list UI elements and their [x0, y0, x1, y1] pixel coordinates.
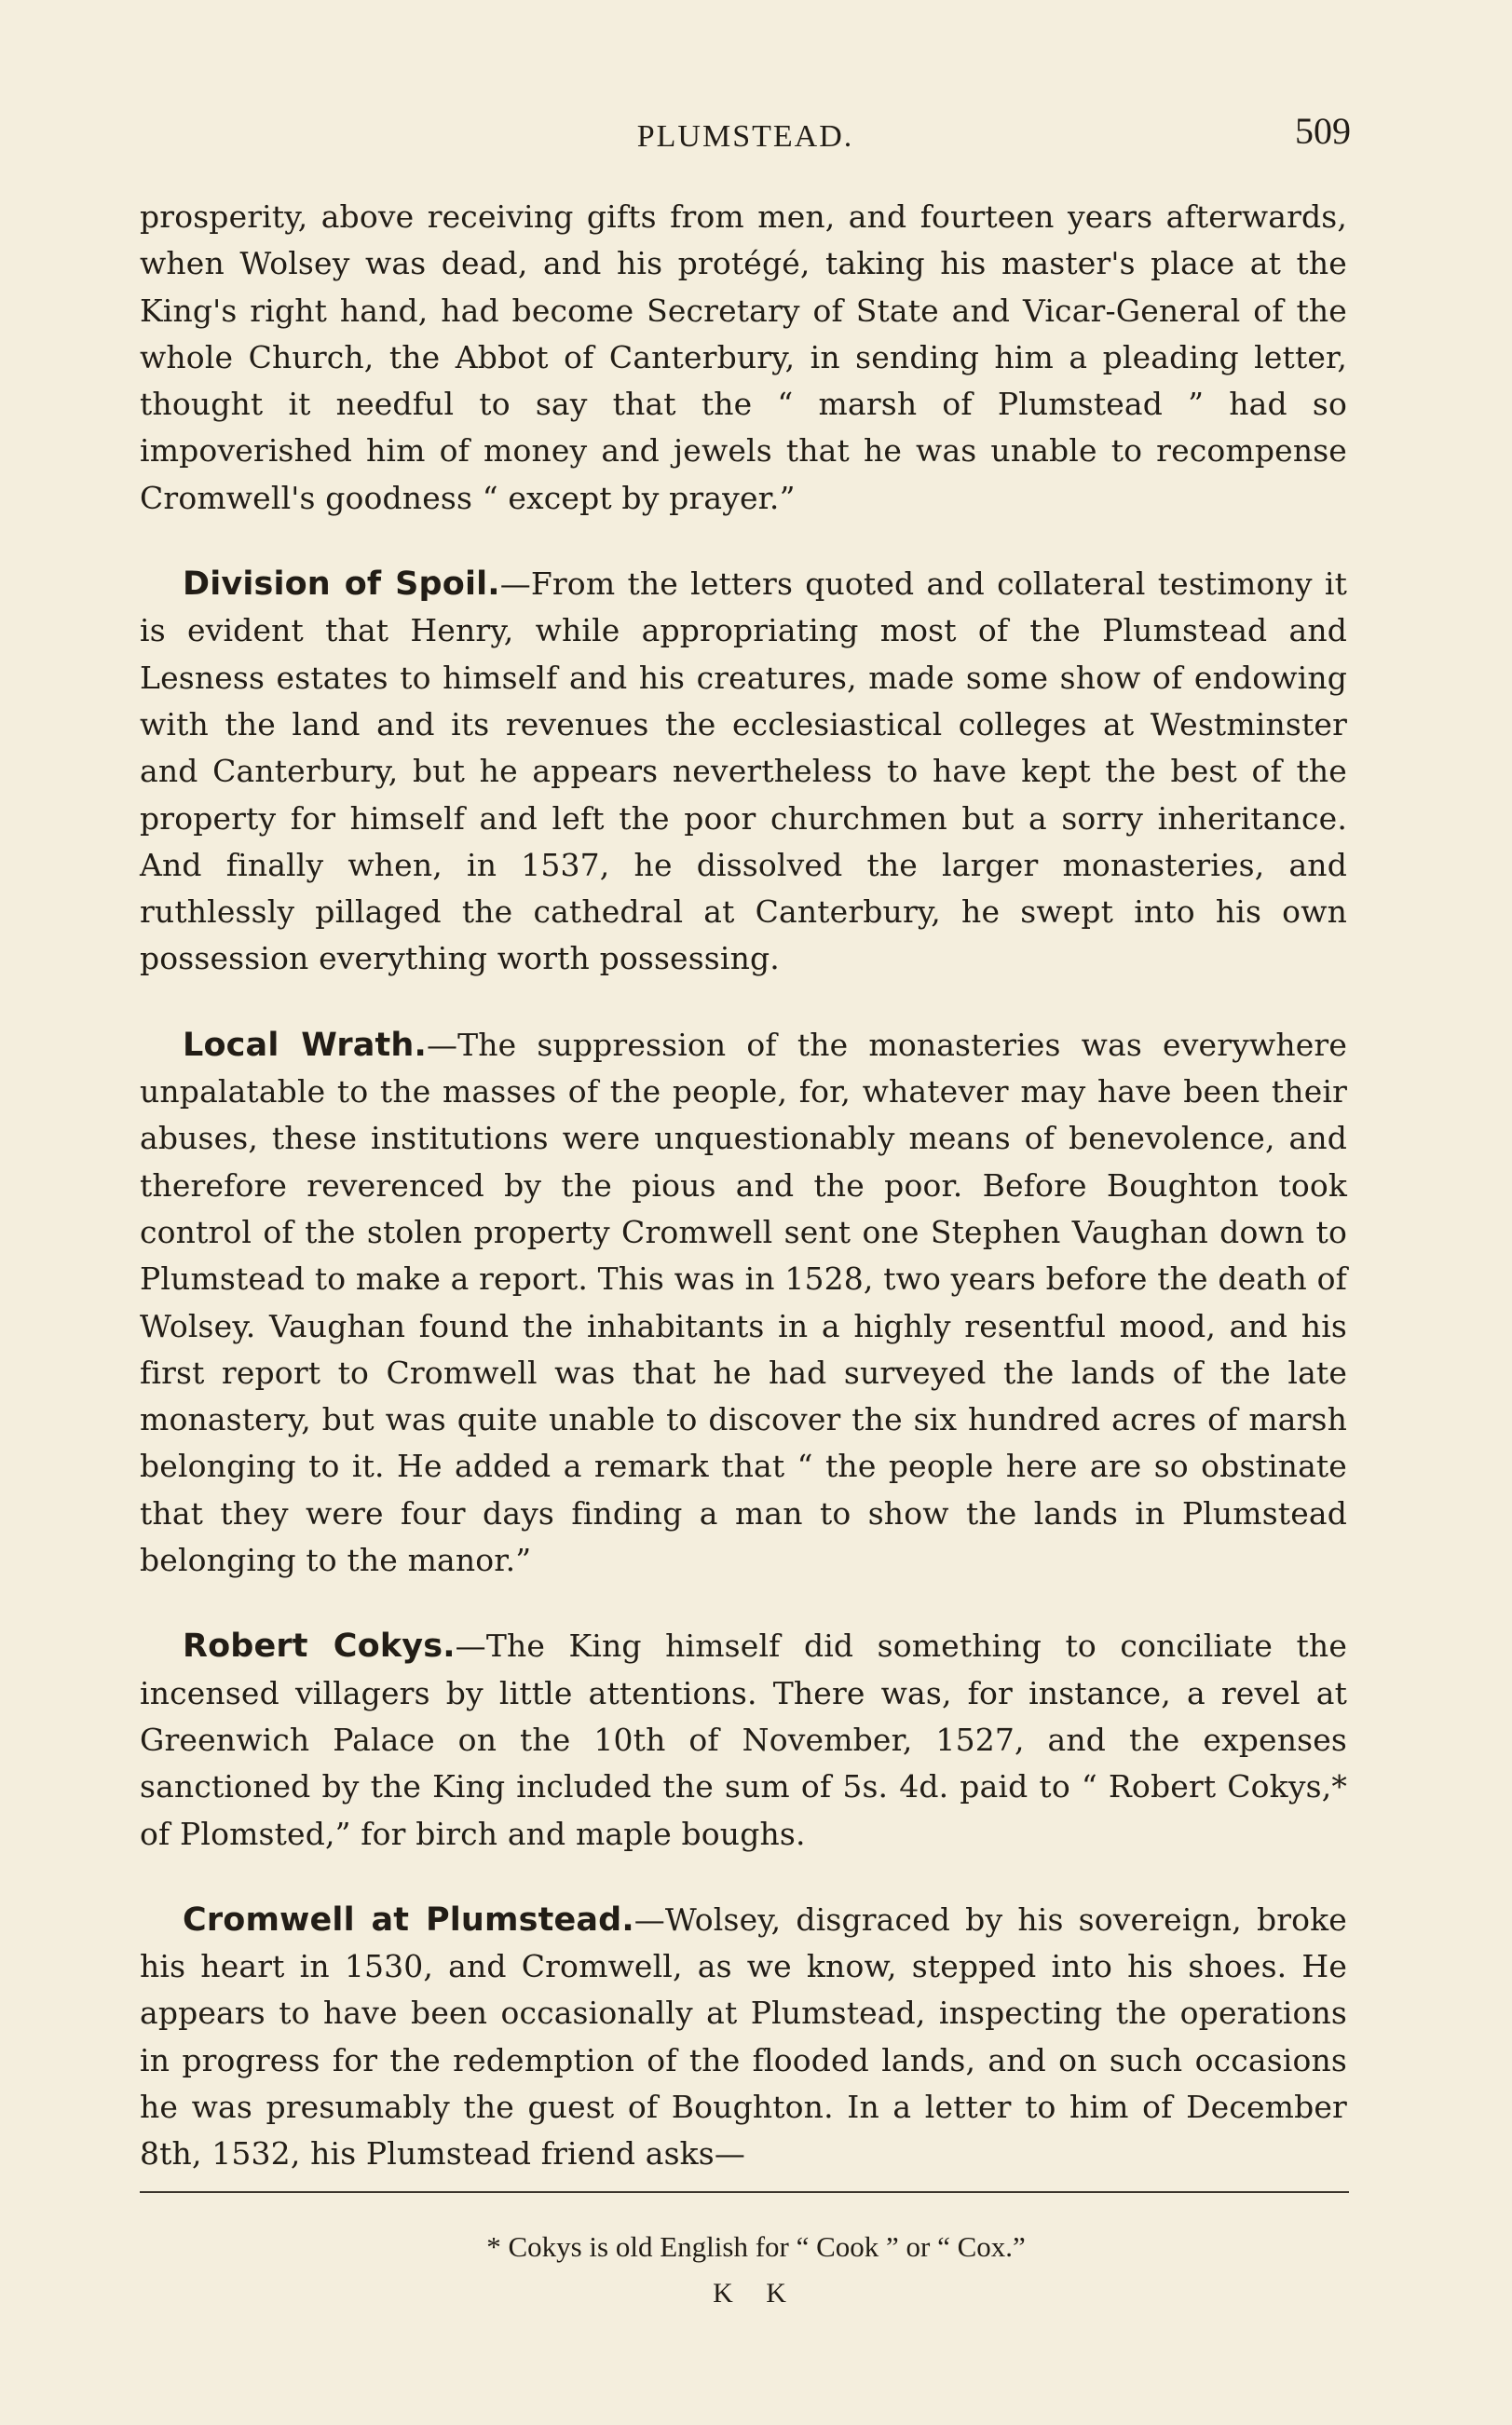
section-heading: Division of Spoil.	[183, 565, 500, 604]
section-heading: Local Wrath.	[183, 1026, 427, 1064]
paragraph-text: —Wolsey, disgraced by his sovereign, broke his heart in 1530, and Cromwell, as we know, stepped into his shoes. He appears to have been occasionally at Plumstead, inspecting the operations in progress for the redemption of the flooded lands, and on such occasions he was presumably the guest of Boughton. In a letter to him of December 8th, 1532, his Plumstead friend asks—	[140, 1900, 1347, 2173]
printer-signature-mark: K K	[713, 2278, 799, 2309]
paragraph-robert-cokys	[140, 1623, 1347, 1857]
paragraph-continuation	[140, 194, 1347, 522]
paragraph-division-of-spoil	[140, 561, 1347, 983]
paragraph-text: —The suppression of the monasteries was everywhere unpalatable to the masses of the people, for, whatever may have been their abuses, these institutions were unquestionably means of benevolence, and therefore reverenced by the pious and the poor. Before Boughton took control of the stolen property Cromwell sent one Stephen Vaughan down to Plumstead to make a report. This was in 1528, two years before the death of Wolsey. Vaughan found the inhabitants in a highly resentful mood, and his first report to Cromwell was that he had surveyed the lands of the late monastery, but was quite unable to discover the six hundred acres of marsh belonging to it. He added a remark that “ the people here are so obstinate that they were four days finding a man to show the lands in Plumstead belonging to the manor.”	[140, 1026, 1348, 1579]
section-heading: Cromwell at Plumstead.	[183, 1900, 634, 1939]
footnote: * Cokys is old English for “ Cook ” or “ Cox.”	[486, 2230, 1026, 2263]
body-text	[140, 194, 1347, 2178]
paragraph-text: —The King himself did something to conciliate the incensed villagers by little attentions. There was, for instance, a revel at Greenwich Palace on the 10th of November, 1527, and the expenses sanctioned by the King included the sum of 5s. 4d. paid to “ Robert Cokys,* of Plomsted,” for birch and maple boughs.	[140, 1628, 1347, 1852]
paragraph-text: prosperity, above receiving gifts from men, and fourteen years afterwards, when Wolsey was dead, and his protégé, taking his master's place at the King's right hand, had become Secretary of State and Vicar-General of the whole Church, the Abbot of Canterbury, in sending him a pleading letter, thought it needful to say that the “ marsh of Plumstead ” had so impoverished him of money and jewels that he was unable to recompense Cromwell's goodness “ except by prayer.”	[140, 198, 1347, 516]
section-heading: Robert Cokys.	[183, 1628, 456, 1666]
paragraph-text: —From the letters quoted and collateral testimony it is evident that Henry, while appropriating most of the Plumstead and Lesness estates to himself and his creatures, made some show of endowing with the land and its revenues the ecclesiastical colleges at Westminster and Canterbury, but he appears nevertheless to have kept the best of the property for himself and left the poor churchmen but a sorry inheritance. And finally when, in 1537, he dissolved the larger monasteries, and ruthlessly pillaged the cathedral at Canterbury, he swept into his own possession everything worth possessing.	[140, 565, 1347, 977]
paragraph-local-wrath	[140, 1022, 1347, 1585]
paragraph-cromwell-at-plumstead	[140, 1897, 1347, 2178]
page-number: 509	[1295, 110, 1351, 152]
footnote-divider	[140, 2191, 1349, 2193]
running-head	[140, 110, 1351, 160]
running-title: PLUMSTEAD.	[636, 119, 854, 154]
